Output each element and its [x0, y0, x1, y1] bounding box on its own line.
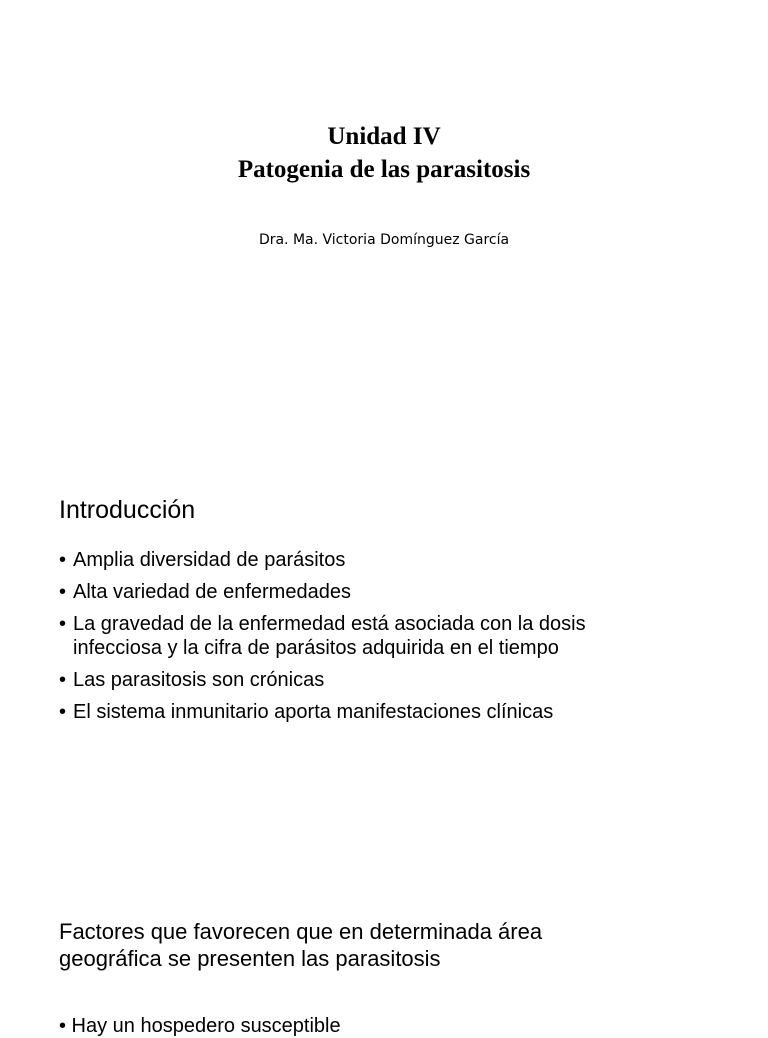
bullet-text: El sistema inmunitario aporta manifestaciones clínicas — [73, 701, 554, 723]
partial-bullet-text: • Hay un hospedero susceptible — [59, 1015, 341, 1037]
factors-heading — [59, 918, 719, 972]
list-item — [59, 612, 719, 660]
list-item — [59, 700, 719, 724]
slide-introduction — [0, 440, 768, 880]
bullet-text: Alta variedad de enfermedades — [73, 581, 351, 603]
bullet-text: Amplia diversidad de parásitos — [73, 549, 346, 571]
list-item — [59, 548, 719, 572]
unit-subtitle: Patogenia de las parasitosis — [237, 156, 531, 183]
bullet-text: Las parasitosis son crónicas — [73, 669, 325, 691]
slide-title-heading — [0, 120, 768, 186]
list-item — [59, 580, 719, 604]
unit-title: Unidad IV — [327, 123, 441, 150]
bullet-icon: • — [59, 581, 67, 603]
slide-factors — [0, 880, 768, 1037]
bullet-icon: • — [59, 701, 67, 723]
factors-heading-line2: geográfica se presenten las parasitosis — [59, 946, 441, 971]
bullet-icon: • — [59, 613, 67, 635]
author-name: Dra. Ma. Victoria Domínguez García — [258, 232, 510, 248]
bullet-icon: • — [59, 669, 67, 691]
list-item — [59, 668, 719, 692]
bullet-text-line1: La gravedad de la enfermedad está asociada con la dosis — [73, 613, 586, 635]
introduction-bullet-list — [59, 548, 719, 732]
introduction-heading: Introducción — [59, 496, 196, 524]
factors-heading-line1: Factores que favorecen que en determinada área — [59, 919, 543, 944]
bullet-text-line2: infecciosa y la cifra de parásitos adquirida en el tiempo — [73, 637, 559, 659]
bullet-icon: • — [59, 549, 67, 571]
slide-title — [0, 0, 768, 440]
